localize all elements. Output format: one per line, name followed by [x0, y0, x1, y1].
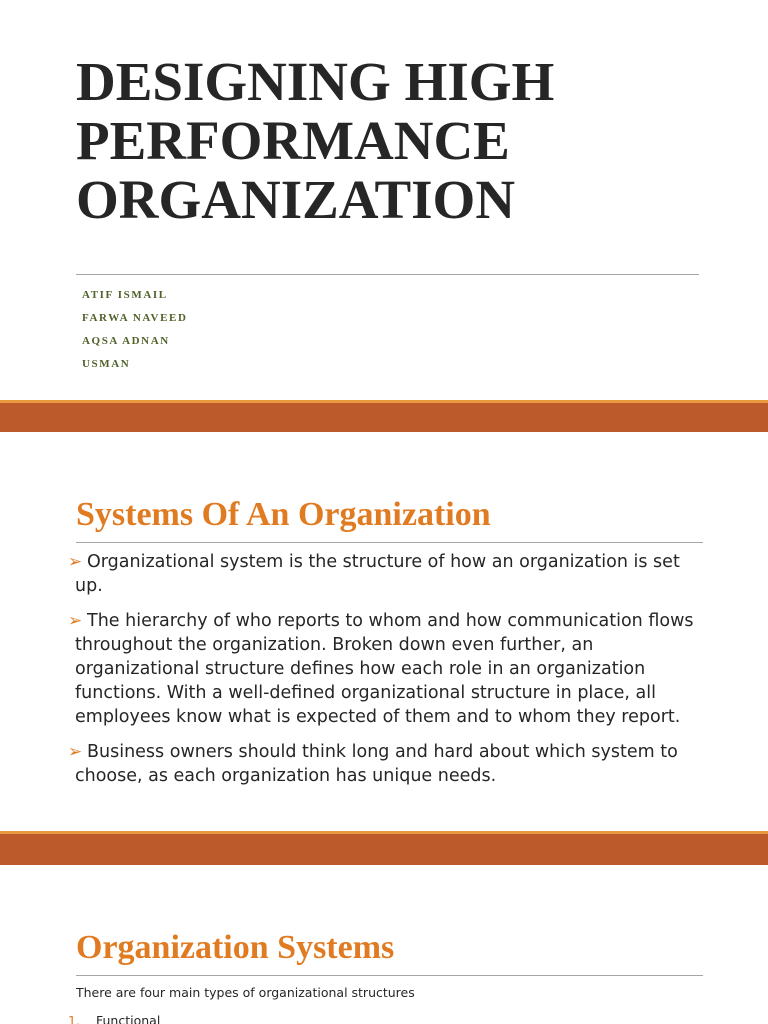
presentation-title — [76, 52, 716, 229]
bullet-list — [68, 550, 708, 799]
list-number: 1. — [68, 1013, 80, 1024]
slide-title-divider — [76, 975, 703, 976]
arrow-bullet-icon: ➢ — [68, 742, 83, 762]
author-name: AQSA ADNAN — [82, 335, 170, 347]
intro-text: There are four main types of organizational structures — [76, 985, 415, 1000]
bullet-text: The hierarchy of who reports to whom and how communication flows throughout the organization. Broken down even further, an organizational structure defines how each role in an organization functions. With a well-defined organizational structure in place, all employees know what is expected of them and to whom they report. — [75, 611, 694, 727]
title-line: PERFORMANCE — [76, 110, 510, 171]
title-line: DESIGNING HIGH — [76, 51, 555, 112]
slide-title: Systems Of An Organization — [76, 496, 491, 533]
title-line: ORGANIZATION — [76, 169, 516, 230]
bullet-text: Business owners should think long and hard about which system to choose, as each organization has unique needs. — [75, 742, 678, 786]
bullet-text: Organizational system is the structure of how an organization is set up. — [75, 552, 680, 596]
bullet-item — [68, 609, 708, 729]
bullet-item — [68, 740, 708, 788]
author-list — [82, 284, 188, 376]
arrow-bullet-icon: ➢ — [68, 552, 83, 572]
bullet-item — [68, 550, 708, 598]
systems-slide — [0, 432, 768, 831]
organization-systems-slide — [0, 865, 768, 1024]
title-slide — [0, 0, 768, 400]
slide-separator-band — [0, 400, 768, 432]
author-name: USMAN — [82, 358, 131, 370]
slide-title-divider — [76, 542, 703, 543]
author-name: ATIF ISMAIL — [82, 289, 168, 301]
list-item — [68, 1013, 160, 1024]
slide-title: Organization Systems — [76, 929, 395, 966]
title-divider — [76, 274, 699, 275]
arrow-bullet-icon: ➢ — [68, 611, 83, 631]
numbered-list — [68, 1013, 160, 1024]
slide-separator-band — [0, 831, 768, 865]
author-name: FARWA NAVEED — [82, 312, 188, 324]
list-item-label: Functional — [96, 1013, 161, 1024]
